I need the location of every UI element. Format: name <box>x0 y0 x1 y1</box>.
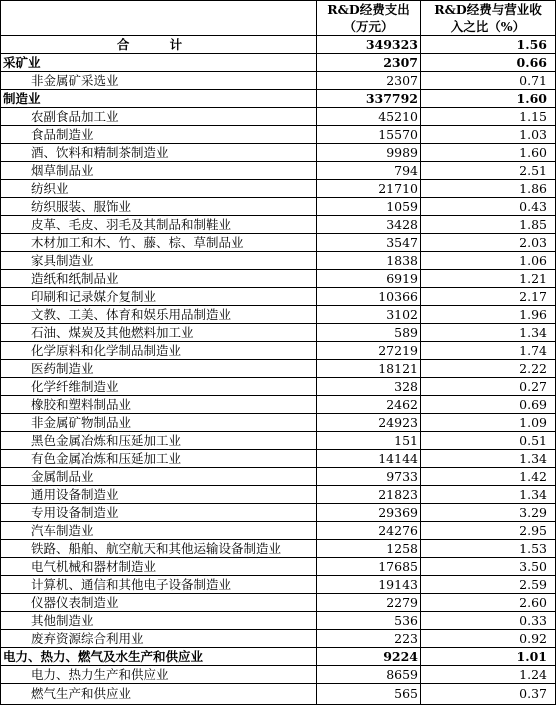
table-row <box>1 216 556 234</box>
table-row <box>1 396 556 414</box>
rd-expenditure-cell: 9733 <box>317 468 421 486</box>
rd-ratio-cell: 1.60 <box>421 144 556 162</box>
table-row <box>1 558 556 576</box>
rd-ratio-cell: 1.34 <box>421 450 556 468</box>
industry-name-cell: 铁路、船舶、航空航天和其他运输设备制造业 <box>1 540 317 558</box>
rd-expenditure-cell: 3102 <box>317 306 421 324</box>
rd-expenditure-cell: 17685 <box>317 558 421 576</box>
industry-name-cell: 其他制造业 <box>1 612 317 630</box>
rd-expenditure-cell: 337792 <box>317 90 421 108</box>
table-row <box>1 324 556 342</box>
rd-ratio-cell: 1.34 <box>421 324 556 342</box>
table-row <box>1 288 556 306</box>
rd-expenditure-cell: 1838 <box>317 252 421 270</box>
industry-name-cell: 采矿业 <box>1 54 317 72</box>
industry-name-cell: 金属制品业 <box>1 468 317 486</box>
rd-ratio-cell: 1.03 <box>421 126 556 144</box>
table-row <box>1 576 556 594</box>
industry-name-cell: 家具制造业 <box>1 252 317 270</box>
table-row <box>1 54 556 72</box>
rd-expenditure-cell: 18121 <box>317 360 421 378</box>
table-row <box>1 252 556 270</box>
header-value-line2: （万元） <box>343 19 394 34</box>
rd-ratio-cell: 3.50 <box>421 558 556 576</box>
industry-name-cell: 医药制造业 <box>1 360 317 378</box>
industry-name-cell: 皮革、毛皮、羽毛及其制品和制鞋业 <box>1 216 317 234</box>
industry-name-cell: 酒、饮料和精制茶制造业 <box>1 144 317 162</box>
rd-expenditure-cell: 6919 <box>317 270 421 288</box>
header-row <box>1 1 556 36</box>
rd-ratio-cell: 1.06 <box>421 252 556 270</box>
rd-ratio-cell: 0.43 <box>421 198 556 216</box>
industry-name-cell: 废弃资源综合利用业 <box>1 630 317 648</box>
rd-ratio-cell: 1.96 <box>421 306 556 324</box>
rd-expenditure-cell: 589 <box>317 324 421 342</box>
rd-expenditure-cell: 24923 <box>317 414 421 432</box>
table-row <box>1 504 556 522</box>
industry-name-cell: 通用设备制造业 <box>1 486 317 504</box>
table-row <box>1 306 556 324</box>
header-ratio-line1: R&D经费与营业收 <box>434 2 542 17</box>
table-row <box>1 522 556 540</box>
rd-expenditure-cell: 2462 <box>317 396 421 414</box>
table-row <box>1 630 556 648</box>
table-row <box>1 486 556 504</box>
rd-ratio-cell: 1.24 <box>421 666 556 684</box>
rd-ratio-cell: 0.37 <box>421 684 556 705</box>
industry-name-cell: 印刷和记录媒介复制业 <box>1 288 317 306</box>
rd-expenditure-cell: 10366 <box>317 288 421 306</box>
header-ratio-cell <box>421 1 556 36</box>
rd-ratio-cell: 1.74 <box>421 342 556 360</box>
rd-expenditure-cell: 536 <box>317 612 421 630</box>
table-row <box>1 450 556 468</box>
table-row <box>1 666 556 684</box>
rd-expenditure-cell: 24276 <box>317 522 421 540</box>
rd-ratio-cell: 0.27 <box>421 378 556 396</box>
industry-name-cell: 黑色金属冶炼和压延加工业 <box>1 432 317 450</box>
table-row <box>1 612 556 630</box>
rd-expenditure-cell: 15570 <box>317 126 421 144</box>
rd-ratio-cell: 0.71 <box>421 72 556 90</box>
rd-ratio-cell: 2.17 <box>421 288 556 306</box>
rd-ratio-cell: 1.60 <box>421 90 556 108</box>
industry-name-cell: 纺织业 <box>1 180 317 198</box>
table-row <box>1 108 556 126</box>
table-row <box>1 648 556 666</box>
rd-ratio-cell: 0.33 <box>421 612 556 630</box>
table-row <box>1 162 556 180</box>
industry-name-cell: 烟草制品业 <box>1 162 317 180</box>
rd-expenditure-cell: 9989 <box>317 144 421 162</box>
industry-name-cell: 化学原料和化学制品制造业 <box>1 342 317 360</box>
industry-name-cell: 燃气生产和供应业 <box>1 684 317 705</box>
table-row <box>1 144 556 162</box>
rd-ratio-cell: 1.56 <box>421 36 556 54</box>
rd-ratio-cell: 1.85 <box>421 216 556 234</box>
table-row <box>1 342 556 360</box>
industry-name-cell: 专用设备制造业 <box>1 504 317 522</box>
header-value-cell <box>317 1 421 36</box>
industry-name-cell: 纺织服装、服饰业 <box>1 198 317 216</box>
industry-name-cell: 电气机械和器材制造业 <box>1 558 317 576</box>
industry-name-cell: 石油、煤炭及其他燃料加工业 <box>1 324 317 342</box>
rd-expenditure-cell: 14144 <box>317 450 421 468</box>
industry-name-cell: 非金属矿采选业 <box>1 72 317 90</box>
rd-ratio-cell: 1.15 <box>421 108 556 126</box>
rd-ratio-cell: 0.66 <box>421 54 556 72</box>
rd-expenditure-cell: 21823 <box>317 486 421 504</box>
rd-expenditure-cell: 328 <box>317 378 421 396</box>
rd-expenditure-cell: 9224 <box>317 648 421 666</box>
industry-name-cell: 农副食品加工业 <box>1 108 317 126</box>
industry-name-cell: 合 计 <box>1 36 317 54</box>
rd-ratio-cell: 2.03 <box>421 234 556 252</box>
rd-expenditure-cell: 19143 <box>317 576 421 594</box>
industry-name-cell: 非金属矿物制品业 <box>1 414 317 432</box>
header-value-line1: R&D经费支出 <box>327 2 410 17</box>
industry-name-cell: 有色金属冶炼和压延加工业 <box>1 450 317 468</box>
industry-name-cell: 制造业 <box>1 90 317 108</box>
table-row <box>1 90 556 108</box>
table-row <box>1 540 556 558</box>
table-row <box>1 594 556 612</box>
rd-expenditure-cell: 29369 <box>317 504 421 522</box>
table-row <box>1 468 556 486</box>
table-row <box>1 198 556 216</box>
rd-expenditure-cell: 3547 <box>317 234 421 252</box>
table-row <box>1 72 556 90</box>
rd-ratio-cell: 2.95 <box>421 522 556 540</box>
rd-ratio-cell: 2.51 <box>421 162 556 180</box>
industry-name-cell: 电力、热力生产和供应业 <box>1 666 317 684</box>
rd-expenditure-cell: 1258 <box>317 540 421 558</box>
industry-name-cell: 木材加工和木、竹、藤、棕、草制品业 <box>1 234 317 252</box>
rd-expenditure-cell: 27219 <box>317 342 421 360</box>
table-row <box>1 36 556 54</box>
rd-ratio-cell: 2.60 <box>421 594 556 612</box>
table-row <box>1 126 556 144</box>
rd-ratio-cell: 2.59 <box>421 576 556 594</box>
industry-name-cell: 计算机、通信和其他电子设备制造业 <box>1 576 317 594</box>
table-row <box>1 684 556 705</box>
rd-ratio-cell: 0.51 <box>421 432 556 450</box>
rd-expenditure-cell: 349323 <box>317 36 421 54</box>
table-row <box>1 378 556 396</box>
industry-name-cell: 文教、工美、体育和娱乐用品制造业 <box>1 306 317 324</box>
header-industry-cell <box>1 1 317 36</box>
table-row <box>1 180 556 198</box>
table-row <box>1 270 556 288</box>
industry-name-cell: 造纸和纸制品业 <box>1 270 317 288</box>
industry-name-cell: 化学纤维制造业 <box>1 378 317 396</box>
rd-expenditure-cell: 565 <box>317 684 421 705</box>
industry-name-cell: 仪器仪表制造业 <box>1 594 317 612</box>
rd-ratio-cell: 0.92 <box>421 630 556 648</box>
rd-ratio-cell: 1.21 <box>421 270 556 288</box>
table-row <box>1 432 556 450</box>
rd-ratio-cell: 1.09 <box>421 414 556 432</box>
rd-ratio-cell: 1.53 <box>421 540 556 558</box>
rd-ratio-cell: 1.42 <box>421 468 556 486</box>
rd-expenditure-cell: 1059 <box>317 198 421 216</box>
rd-expenditure-cell: 223 <box>317 630 421 648</box>
industry-name-cell: 食品制造业 <box>1 126 317 144</box>
rd-expenditure-cell: 2307 <box>317 54 421 72</box>
rd-expenditure-cell: 8659 <box>317 666 421 684</box>
rd-ratio-cell: 2.22 <box>421 360 556 378</box>
rd-ratio-cell: 1.34 <box>421 486 556 504</box>
table-row <box>1 414 556 432</box>
table-row <box>1 360 556 378</box>
industry-name-cell: 汽车制造业 <box>1 522 317 540</box>
rd-expenditure-cell: 21710 <box>317 180 421 198</box>
table-body <box>1 36 556 705</box>
rd-ratio-cell: 1.01 <box>421 648 556 666</box>
rd-expenditure-cell: 151 <box>317 432 421 450</box>
rd-expenditure-cell: 45210 <box>317 108 421 126</box>
table-row <box>1 234 556 252</box>
rd-expenditure-cell: 794 <box>317 162 421 180</box>
rd-expenditure-cell: 3428 <box>317 216 421 234</box>
header-ratio-line2: 入之比（%） <box>450 19 526 34</box>
industry-name-cell: 电力、热力、燃气及水生产和供应业 <box>1 648 317 666</box>
rd-expenditure-cell: 2307 <box>317 72 421 90</box>
rd-ratio-cell: 3.29 <box>421 504 556 522</box>
rd-expenditure-cell: 2279 <box>317 594 421 612</box>
rd-ratio-cell: 1.86 <box>421 180 556 198</box>
industry-name-cell: 橡胶和塑料制品业 <box>1 396 317 414</box>
rd-ratio-cell: 0.69 <box>421 396 556 414</box>
